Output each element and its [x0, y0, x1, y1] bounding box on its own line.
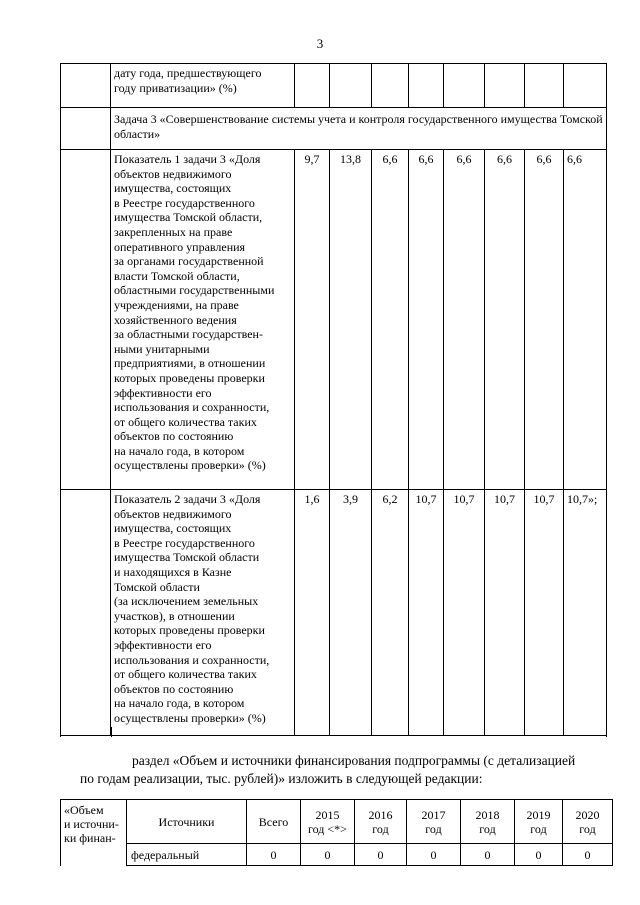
table-cell: 0 [515, 844, 563, 866]
year-header: 2019 год [515, 800, 563, 844]
year-header: 2020 год [563, 800, 613, 844]
financing-section-label: «Объем и источни- ки финан- [61, 800, 127, 866]
paragraph-line-1: раздел «Объем и источники финансирования подпрограммы (с детализацией [132, 753, 576, 768]
indicator-value: 10,7 [409, 490, 444, 736]
indicator-label: дату года, предшествующего году приватизации» (%) [111, 64, 295, 108]
financing-table [60, 799, 613, 866]
empty-cell [61, 64, 111, 108]
empty-cell [61, 490, 111, 736]
page-number: 3 [316, 36, 324, 51]
indicator-row [61, 490, 607, 736]
sources-header: Источники [127, 800, 247, 844]
indicator-value [485, 64, 525, 108]
indicator-value [409, 64, 444, 108]
indicator-value [564, 64, 607, 108]
year-header: 2016 год [355, 800, 407, 844]
indicator-row [61, 64, 607, 108]
indicator-value: 6,6 [485, 150, 525, 490]
task-title: Задача 3 «Совершенствование системы учета и контроля государственного имущества Томской области» [111, 108, 607, 150]
year-header: 2015 год <*> [301, 800, 355, 844]
indicator-value: 3,9 [330, 490, 372, 736]
indicator-value [330, 64, 372, 108]
indicator-value: 6,6 [525, 150, 564, 490]
source-label: федеральный [127, 844, 247, 866]
indicator-value: 6,6 [444, 150, 485, 490]
indicator-value: 10,7 [444, 490, 485, 736]
indicator-value: 10,7 [525, 490, 564, 736]
year-header: 2017 год [407, 800, 461, 844]
indicators-table [60, 63, 607, 736]
indicator-value: 1,6 [295, 490, 330, 736]
year-header: 2018 год [461, 800, 515, 844]
indicator-value [444, 64, 485, 108]
table-cell: 0 [247, 844, 301, 866]
indicator-value: 6,2 [372, 490, 409, 736]
empty-cell [61, 150, 111, 490]
task-row [61, 108, 607, 150]
indicator-label: Показатель 2 задачи 3 «Доля объектов недвижимого имущества, состоящих в Реестре государственного имущества Томской области и находящихся в Казне Томской области (за исключением земельных участков), в отношении которых проведены проверки эффективности его использования и сохранности, от общего количества таких объектов по состоянию на начало года, в котором осуществлены проверки» (%) [111, 490, 295, 736]
indicator-value: 9,7 [295, 150, 330, 490]
indicator-value: 6,6 [564, 150, 607, 490]
indicator-value: 6,6 [409, 150, 444, 490]
indicator-value [372, 64, 409, 108]
table-cell: 0 [407, 844, 461, 866]
table-continuation [60, 727, 607, 737]
indicator-value: 10,7 [485, 490, 525, 736]
federal-source-row [61, 844, 613, 866]
indicator-value: 10,7»; [564, 490, 607, 736]
indicator-value [295, 64, 330, 108]
indicator-label: Показатель 1 задачи 3 «Доля объектов недвижимого имущества, состоящих в Реестре государственного имущества Томской области, закрепленных на праве оперативного управления за органами государственной власти Томской области, областными государственными учреждениями, на праве хозяйственного ведения за областными государствен- ными унитарными предприятиями, в отношении которых проведены проверки эффективности его использования и сохранности, от общего количества таких объектов по состоянию на начало года, в котором осуществлены проверки» (%) [111, 150, 295, 490]
amendment-paragraph [80, 752, 600, 788]
paragraph-line-2: по годам реализации, тыс. рублей)» изложить в следующей редакции: [80, 771, 483, 786]
table-cell: 0 [563, 844, 613, 866]
table-cell: 0 [355, 844, 407, 866]
indicator-value: 13,8 [330, 150, 372, 490]
indicator-row [61, 150, 607, 490]
table-cell: 0 [301, 844, 355, 866]
empty-cell [61, 108, 111, 150]
indicator-value: 6,6 [372, 150, 409, 490]
table-cell: 0 [461, 844, 515, 866]
indicator-value [525, 64, 564, 108]
financing-header-row [61, 800, 613, 844]
total-header: Всего [247, 800, 301, 844]
